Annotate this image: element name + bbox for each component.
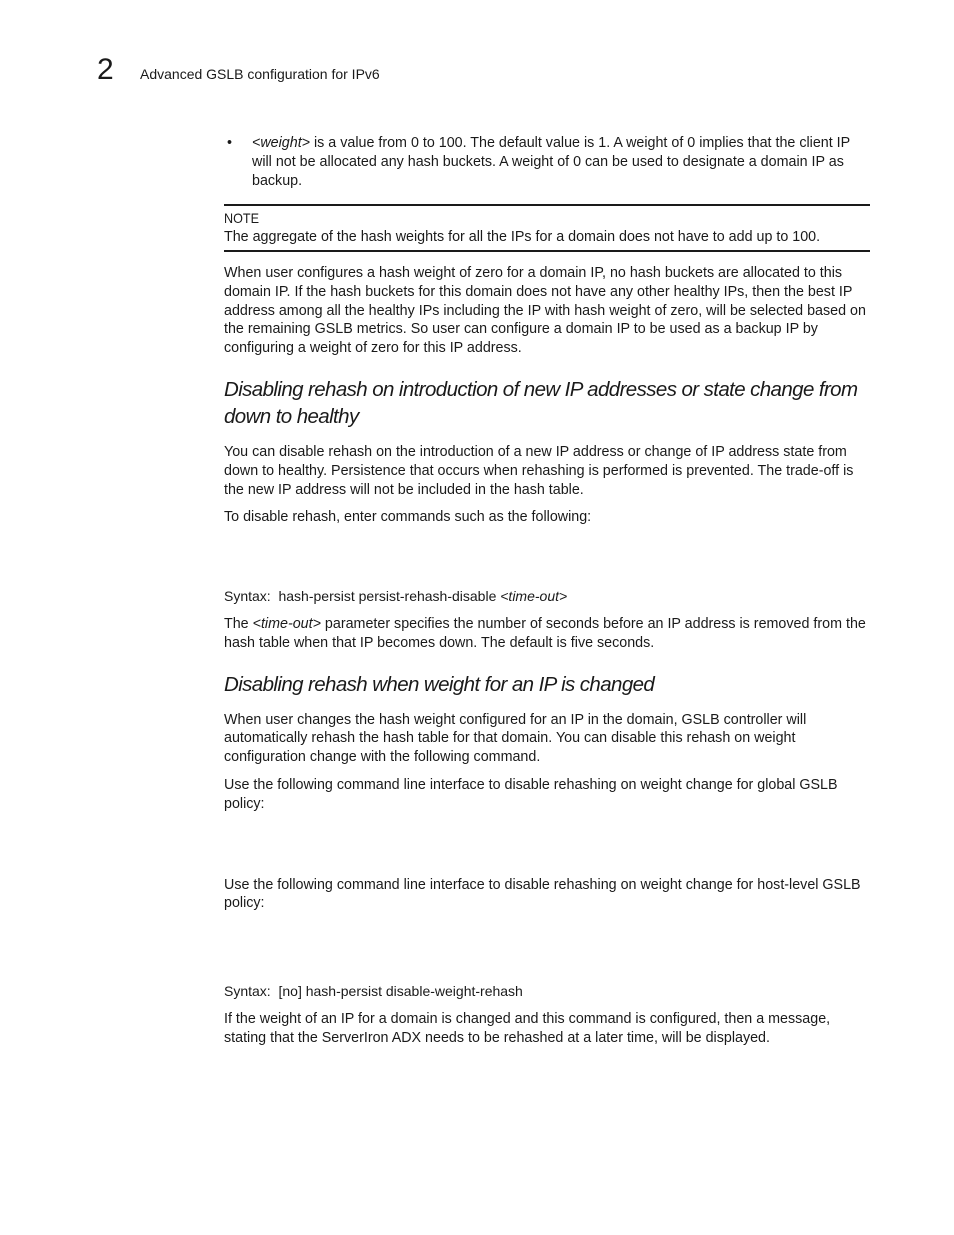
section2-paragraph-4: If the weight of an IP for a domain is changed and this command is configured, then a message, stating that the ServerIron ADX needs to be rehashed at a later time, will be displayed.: [224, 1010, 831, 1046]
syntax-label: Syntax:: [224, 588, 271, 605]
section1-paragraph-2: To disable rehash, enter commands such as the following:: [224, 509, 592, 526]
syntax-persist-rehash-disable: [224, 587, 870, 606]
syntax-command: [no] hash-persist disable-weight-rehash: [278, 983, 523, 1000]
para3-rest: parameter specifies the number of seconds before an IP address is removed from the hash table when that IP becomes down. The default is five seconds.: [224, 615, 866, 651]
weight-bullet-text: is a value from 0 to 100. The default value is 1. A weight of 0 implies that the client IP will not be allocated any hash buckets. A weight of 0 can be used to designate a domain IP as backup.: [252, 135, 850, 189]
zero-weight-paragraph: When user configures a hash weight of zero for a domain IP, no hash buckets are allocated to this domain IP. If the hash buckets for this domain does not have any other healthy IPs, then the best IP address among all the healthy IPs including the IP with hash weight of zero, will be selected based on the remaining GSLB metrics. So user can configure a domain IP to be used as a backup IP by configuring a weight of zero for this IP address.: [224, 264, 866, 357]
syntax-param: <time-out>: [500, 588, 568, 605]
section2-paragraph-1: When user changes the hash weight configured for an IP in the domain, GSLB controller will automatically rehash the hash table for that domain. You can disable this rehash on weight configuration change with the following command.: [224, 711, 807, 766]
chapter-number: 2: [97, 53, 114, 86]
syntax-disable-weight-rehash: [224, 982, 870, 1001]
command-example-space: [224, 823, 870, 876]
section1-paragraph-3: [224, 615, 870, 653]
syntax-command: hash-persist persist-rehash-disable: [278, 588, 497, 605]
note-label: NOTE: [224, 210, 260, 227]
command-example-space: [224, 536, 870, 587]
weight-param: <weight>: [252, 135, 311, 151]
section-heading-disable-rehash-weight: Disabling rehash when weight for an IP is changed: [224, 672, 655, 696]
section2-paragraph-2: Use the following command line interface to disable rehashing on weight change for global GSLB policy:: [224, 776, 838, 812]
bullet-icon: •: [227, 135, 233, 151]
note-text: The aggregate of the hash weights for all the IPs for a domain does not have to add up to 100.: [224, 229, 821, 246]
command-example-space: [224, 922, 870, 982]
section2-paragraph-3: Use the following command line interface to disable rehashing on weight change for host-level GSLB policy:: [224, 876, 861, 912]
para3-prefix: The: [224, 615, 253, 632]
running-header-title: Advanced GSLB configuration for IPv6: [140, 66, 380, 82]
note-box: [224, 204, 870, 252]
page-body: [224, 134, 870, 1057]
section-heading-disable-rehash-new-ip: Disabling rehash on introduction of new IP addresses or state change from down to healthy: [224, 377, 858, 428]
time-out-param: <time-out>: [252, 615, 321, 632]
weight-bullet: [224, 134, 870, 190]
syntax-label: Syntax:: [224, 983, 271, 1000]
section1-paragraph-1: You can disable rehash on the introduction of a new IP address or change of IP address state from down to healthy. Persistence that occurs when rehashing is performed is prevented. The trade-off is the new IP address will not be included in the hash table.: [224, 443, 854, 498]
